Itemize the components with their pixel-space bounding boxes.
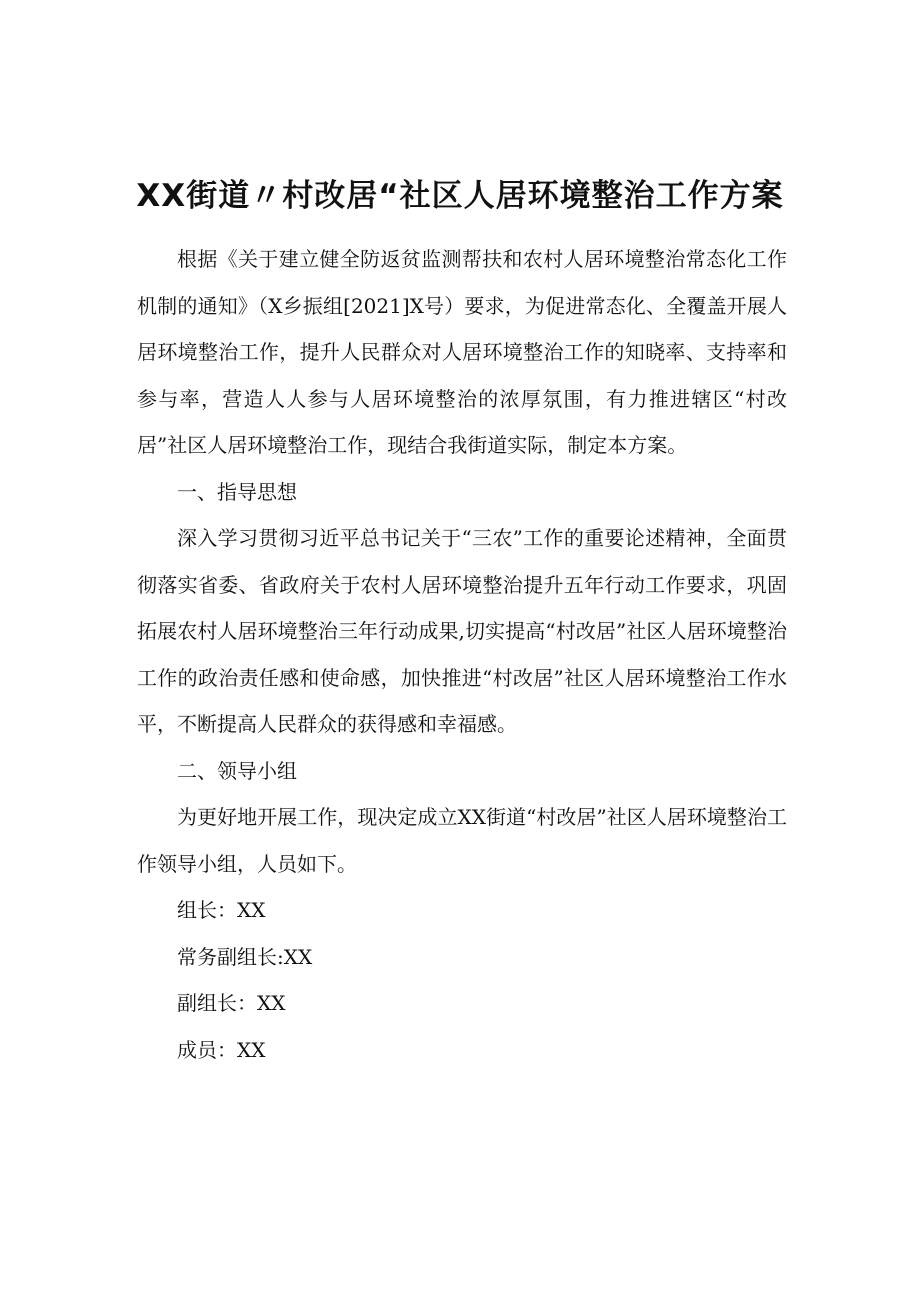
- section-heading-leading-group: 二、领导小组: [177, 758, 297, 783]
- document-title: XX街道〃村改居“社区人居环境整治工作方案: [136, 178, 784, 214]
- member-members: 成员：XX: [177, 1037, 266, 1062]
- intro-paragraph: 根据《关于建立健全防返贫监测帮扶和农村人居环境整治常态化工作机制的通知》（X乡振组[2021]X号）要求，为促进常态化、全覆盖开展人居环境整治工作，提升人民群众对人居环境整治工作的知晓率、支持率和参与率，营造人人参与人居环境整治的浓厚氛围，有力推进辖区“村改居”社区人居环境整治工作，现结合我街道实际，制定本方案。: [137, 247, 787, 457]
- section-heading-guiding-ideology: 一、指导思想: [177, 479, 297, 504]
- member-deputy-leader: 副组长：XX: [177, 991, 286, 1015]
- leading-group-paragraph: 为更好地开展工作，现决定成立XX街道“村改居”社区人居环境整治工作领导小组，人员如下。: [137, 805, 787, 876]
- document-body: [137, 236, 787, 1073]
- member-leader: 组长：XX: [177, 898, 266, 922]
- member-executive-deputy-leader: 常务副组长:XX: [177, 944, 313, 969]
- guiding-ideology-paragraph: 深入学习贯彻习近平总书记关于“三农”工作的重要论述精神，全面贯彻落实省委、省政府关于农村人居环境整治提升五年行动工作要求，巩固拓展农村人居环境整治三年行动成果,切实提高“村改居”社区人居环境整治工作的政治责任感和使命感，加快推进“村改居”社区人居环境整治工作水平，不断提高人民群众的获得感和幸福感。: [137, 526, 787, 736]
